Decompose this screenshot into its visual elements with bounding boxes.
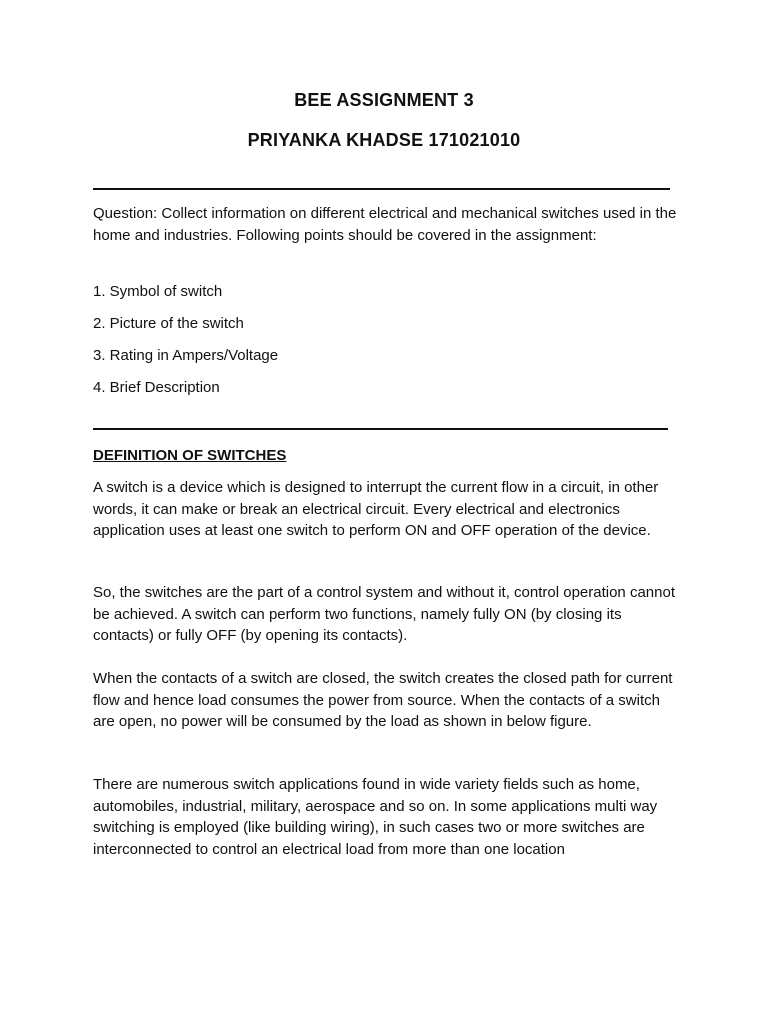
question-text: Question: Collect information on different electrical and mechanical switches used in the home and industries. Following points should be covered in the assignment: — [93, 205, 677, 244]
point-item: 2. Picture of the switch — [93, 315, 244, 332]
divider-middle — [93, 428, 668, 430]
document-title: BEE ASSIGNMENT 3 — [294, 90, 474, 110]
paragraph: So, the switches are the part of a control system and without it, control operation cannot be achieved. A switch can perform two functions, namely fully ON (by closing its contacts) or fully OFF (by opening its contacts). — [93, 584, 675, 644]
section-heading: DEFINITION OF SWITCHES — [93, 447, 287, 464]
point-item: 3. Rating in Ampers/Voltage — [93, 347, 279, 364]
point-item: 4. Brief Description — [93, 379, 220, 396]
divider-top — [93, 188, 670, 190]
paragraph: There are numerous switch applications found in wide variety fields such as home, automobiles, industrial, military, aerospace and so on. In some applications multi way switching is employed (like building wiring), in such cases two or more switches are interconnected to control an electrical load from more than one location — [93, 776, 658, 858]
paragraph: A switch is a device which is designed to interrupt the current flow in a circuit, in other words, it can make or break an electrical circuit. Every electrical and electronics application uses at least one switch to perform ON and OFF operation of the device. — [93, 479, 659, 539]
paragraph: When the contacts of a switch are closed, the switch creates the closed path for current flow and hence load consumes the power from source. When the contacts of a switch are open, no power will be consumed by the load as shown in below figure. — [93, 670, 673, 730]
author-line: PRIYANKA KHADSE 171021010 — [247, 130, 521, 150]
point-item: 1. Symbol of switch — [93, 283, 223, 300]
